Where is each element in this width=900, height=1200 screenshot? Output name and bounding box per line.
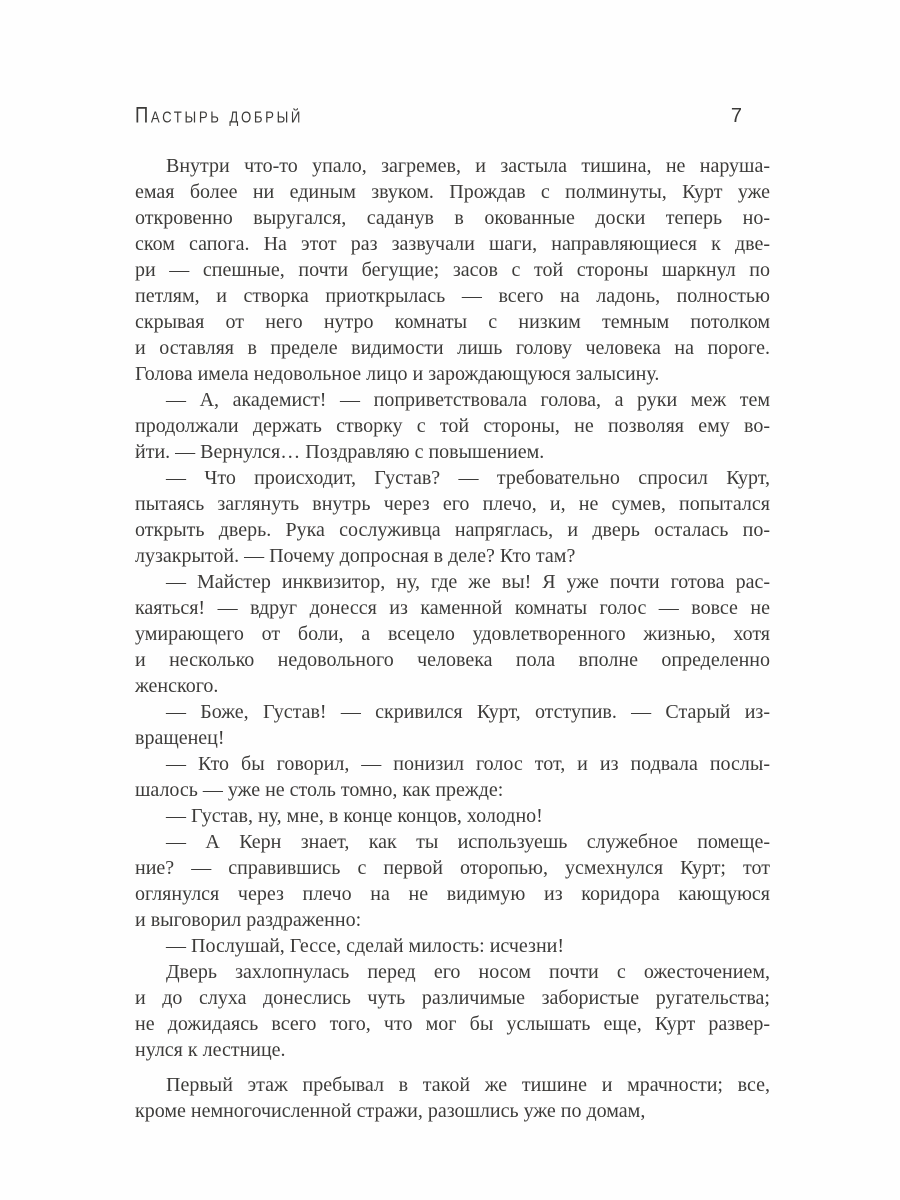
- text-block: [135, 153, 770, 1124]
- text-line: не дожидаясь всего того, что мог бы услышать еще, Курт развер-: [135, 1013, 770, 1035]
- paragraph: [135, 751, 770, 803]
- text-line: — А, академист! — поприветствовала голова, а руки меж тем: [166, 389, 770, 411]
- page-number: 7: [730, 105, 742, 127]
- paragraph: [135, 153, 770, 387]
- text-line: Голова имела недовольное лицо и зарождающуюся залысину.: [135, 363, 660, 385]
- text-line: шалось — уже не столь томно, как прежде:: [135, 779, 504, 801]
- text-line: йти. — Вернулся… Поздравляю с повышением.: [135, 441, 545, 463]
- text-line: оглянулся через плечо на не видимую из коридора кающуюся: [135, 883, 770, 905]
- paragraph: [135, 569, 770, 699]
- text-line: и несколько недовольного человека пола вполне определенно: [135, 649, 770, 671]
- text-line: — А Керн знает, как ты используешь служебное помеще-: [166, 831, 770, 853]
- text-line: — Кто бы говорил, — понизил голос тот, и из подвала послы-: [166, 753, 770, 775]
- text-line: — Что происходит, Густав? — требовательно спросил Курт,: [166, 467, 770, 489]
- text-line: Первый этаж пребывал в такой же тишине и мрачности; все,: [166, 1074, 770, 1096]
- paragraph: [135, 803, 770, 829]
- book-title: Пастырь добрый: [135, 103, 304, 128]
- text-line: и выговорил раздраженно:: [135, 909, 362, 931]
- paragraph: [135, 699, 770, 751]
- text-line: — Боже, Густав! — скривился Курт, отступив. — Старый из-: [166, 701, 770, 723]
- paragraph: [135, 933, 770, 959]
- text-line: Дверь захлопнулась перед его носом почти с ожесточением,: [166, 961, 770, 983]
- text-line: пытаясь заглянуть внутрь через его плечо, и, не сумев, попытался: [135, 493, 770, 515]
- text-line: каяться! — вдруг донесся из каменной комнаты голос — вовсе не: [135, 597, 770, 619]
- text-line: скрывая от него нутро комнаты с низким темным потолком: [135, 311, 770, 333]
- paragraph: [135, 959, 770, 1063]
- text-line: — Послушай, Гессе, сделай милость: исчезни!: [166, 935, 565, 957]
- text-line: — Густав, ну, мне, в конце концов, холодно!: [166, 805, 543, 827]
- paragraph: [135, 465, 770, 569]
- text-line: и оставляя в пределе видимости лишь голову человека на пороге.: [135, 337, 770, 359]
- text-line: продолжали держать створку с той стороны, не позволяя ему во-: [135, 415, 770, 437]
- text-line: кроме немногочисленной стражи, разошлись уже по домам,: [135, 1100, 646, 1122]
- text-line: нулся к лестнице.: [135, 1039, 286, 1061]
- text-line: емая более ни единым звуком. Прождав с полминуты, Курт уже: [135, 181, 770, 203]
- paragraph: [135, 1072, 770, 1124]
- text-line: умирающего от боли, а всецело удовлетворенного жизнью, хотя: [135, 623, 770, 645]
- paragraph: [135, 829, 770, 933]
- text-line: петлям, и створка приоткрылась — всего на ладонь, полностью: [135, 285, 770, 307]
- text-line: женского.: [135, 675, 219, 697]
- text-line: открыть дверь. Рука сослуживца напряглась, и дверь осталась по-: [135, 519, 770, 541]
- text-line: и до слуха донеслись чуть различимые забористые ругательства;: [135, 987, 770, 1009]
- text-line: — Майстер инквизитор, ну, где же вы! Я уже почти готова рас-: [166, 571, 770, 593]
- text-line: вращенец!: [135, 727, 225, 749]
- text-line: ри — спешные, почти бегущие; засов с той стороны шаркнул по: [135, 259, 770, 281]
- text-line: Внутри что-то упало, загремев, и застыла тишина, не наруша-: [166, 155, 770, 177]
- text-line: ском сапога. На этот раз зазвучали шаги, направляющиеся к две-: [135, 233, 770, 255]
- text-line: откровенно выругался, саданув в окованные доски теперь но-: [135, 207, 770, 229]
- page-header: [135, 104, 770, 128]
- text-line: лузакрытой. — Почему допросная в деле? Кто там?: [135, 545, 576, 567]
- text-line: ние? — справившись с первой оторопью, усмехнулся Курт; тот: [135, 857, 770, 879]
- paragraph: [135, 387, 770, 465]
